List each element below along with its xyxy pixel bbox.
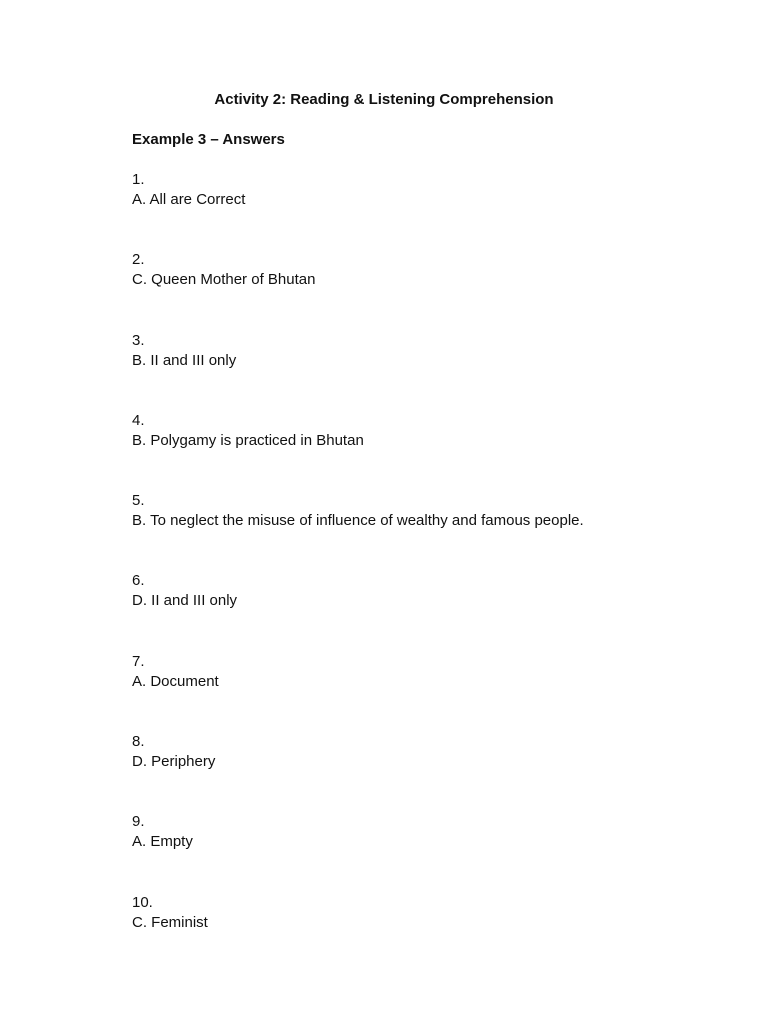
answer-number: 5. — [132, 492, 145, 510]
answer-number: 7. — [132, 652, 145, 670]
answer-item — [132, 491, 584, 571]
answer-text: C. Feminist — [132, 913, 208, 931]
answer-list — [132, 170, 584, 973]
answer-item — [132, 812, 584, 892]
answer-number: 3. — [132, 331, 145, 349]
answer-item — [132, 732, 584, 812]
answer-text: B. Polygamy is practiced in Bhutan — [132, 431, 364, 449]
answer-text: A. Document — [132, 672, 219, 690]
answer-text: C. Queen Mother of Bhutan — [132, 271, 316, 289]
answer-item — [132, 652, 584, 732]
answer-number: 6. — [132, 572, 145, 590]
answer-number: 4. — [132, 411, 145, 429]
answer-item — [132, 331, 584, 411]
document-title: Activity 2: Reading & Listening Comprehension — [214, 91, 554, 108]
answer-text: B. To neglect the misuse of influence of wealthy and famous people. — [132, 512, 584, 530]
answer-item — [132, 893, 584, 973]
answer-text: A. Empty — [132, 833, 193, 851]
answer-item — [132, 170, 584, 250]
answer-text: D. Periphery — [132, 753, 216, 771]
answer-item — [132, 571, 584, 651]
answer-number: 10. — [132, 893, 153, 911]
answer-number: 2. — [132, 251, 145, 269]
answer-item — [132, 250, 584, 330]
answer-number: 8. — [132, 733, 145, 751]
answer-text: D. II and III only — [132, 592, 238, 610]
answer-item — [132, 411, 584, 491]
answer-text: A. All are Correct — [132, 191, 246, 208]
answer-number: 1. — [132, 171, 145, 188]
answer-number: 9. — [132, 813, 145, 831]
section-heading: Example 3 – Answers — [132, 131, 285, 148]
answer-text: B. II and III only — [132, 351, 237, 369]
